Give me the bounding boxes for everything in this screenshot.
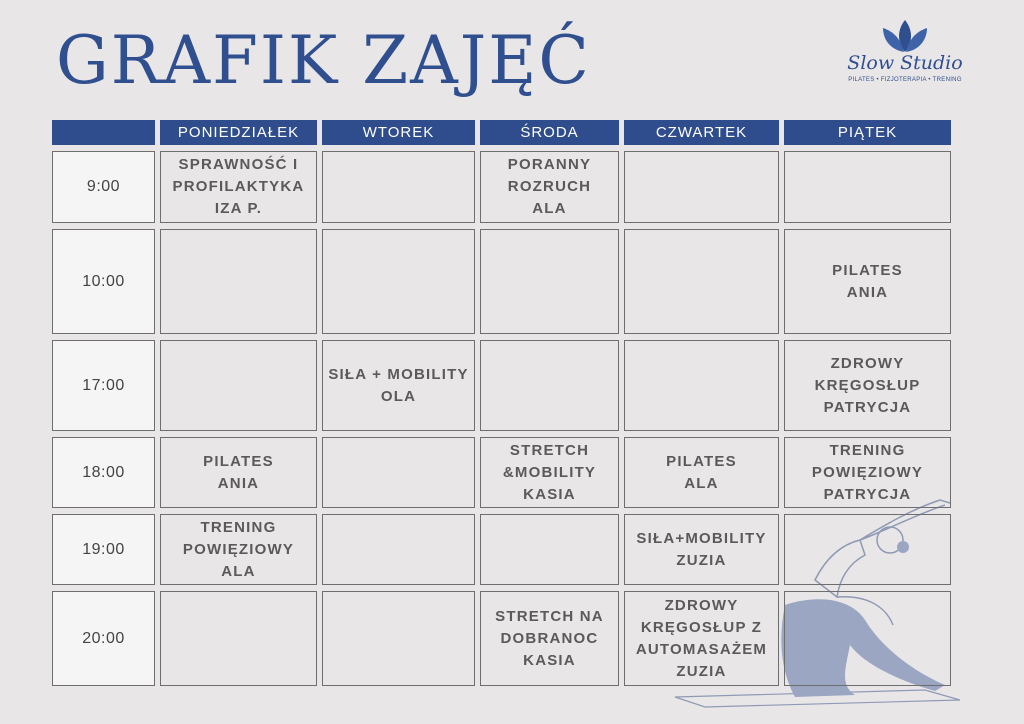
class-cell-thursday-18-00: PILATES ALA: [624, 437, 779, 508]
class-cell-friday-17-00: ZDROWY KRĘGOSŁUP PATRYCJA: [784, 340, 951, 431]
studio-logo: [840, 18, 970, 108]
class-cell-tuesday-20-00: [322, 591, 475, 686]
class-cell-tuesday-9-00: [322, 151, 475, 223]
class-cell-friday-10-00: PILATES ANIA: [784, 229, 951, 334]
class-cell-tuesday-18-00: [322, 437, 475, 508]
class-cell-monday-20-00: [160, 591, 317, 686]
time-slot-10-00: 10:00: [52, 229, 155, 334]
class-cell-thursday-9-00: [624, 151, 779, 223]
class-cell-wednesday-10-00: [480, 229, 619, 334]
class-cell-tuesday-19-00: [322, 514, 475, 585]
class-cell-monday-9-00: SPRAWNOŚĆ I PROFILAKTYKA IZA P.: [160, 151, 317, 223]
day-header-thursday: CZWARTEK: [624, 120, 779, 145]
class-cell-wednesday-9-00: PORANNY ROZRUCH ALA: [480, 151, 619, 223]
class-cell-monday-19-00: TRENING POWIĘZIOWY ALA: [160, 514, 317, 585]
time-slot-9-00: 9:00: [52, 151, 155, 223]
class-cell-thursday-19-00: SIŁA+MOBILITY ZUZIA: [624, 514, 779, 585]
class-cell-thursday-10-00: [624, 229, 779, 334]
class-cell-wednesday-19-00: [480, 514, 619, 585]
day-header-tuesday: WTOREK: [322, 120, 475, 145]
class-cell-thursday-20-00: ZDROWY KRĘGOSŁUP Z AUTOMASAŻEM ZUZIA: [624, 591, 779, 686]
page-title: GRAFIK ZAJĘĆ: [56, 22, 591, 99]
class-cell-monday-17-00: [160, 340, 317, 431]
time-slot-18-00: 18:00: [52, 437, 155, 508]
class-cell-friday-9-00: [784, 151, 951, 223]
time-slot-20-00: 20:00: [52, 591, 155, 686]
logo-tagline: PILATES • FIZJOTERAPIA • TRENING: [848, 77, 962, 83]
class-cell-wednesday-17-00: [480, 340, 619, 431]
class-cell-tuesday-10-00: [322, 229, 475, 334]
class-cell-tuesday-17-00: SIŁA + MOBILITY OLA: [322, 340, 475, 431]
logo-name: Slow Studio: [847, 52, 963, 74]
class-cell-monday-18-00: PILATES ANIA: [160, 437, 317, 508]
class-cell-monday-10-00: [160, 229, 317, 334]
time-slot-17-00: 17:00: [52, 340, 155, 431]
header-corner: [52, 120, 155, 145]
class-cell-wednesday-20-00: STRETCH NA DOBRANOC KASIA: [480, 591, 619, 686]
day-header-wednesday: ŚRODA: [480, 120, 619, 145]
day-header-monday: PONIEDZIAŁEK: [160, 120, 317, 145]
class-cell-friday-18-00: TRENING POWIĘZIOWY PATRYCJA: [784, 437, 951, 508]
class-cell-wednesday-18-00: STRETCH &MOBILITY KASIA: [480, 437, 619, 508]
time-slot-19-00: 19:00: [52, 514, 155, 585]
day-header-friday: PIĄTEK: [784, 120, 951, 145]
class-cell-thursday-17-00: [624, 340, 779, 431]
class-cell-friday-19-00: [784, 514, 951, 585]
class-cell-friday-20-00: [784, 591, 951, 686]
lotus-icon: [875, 18, 935, 54]
